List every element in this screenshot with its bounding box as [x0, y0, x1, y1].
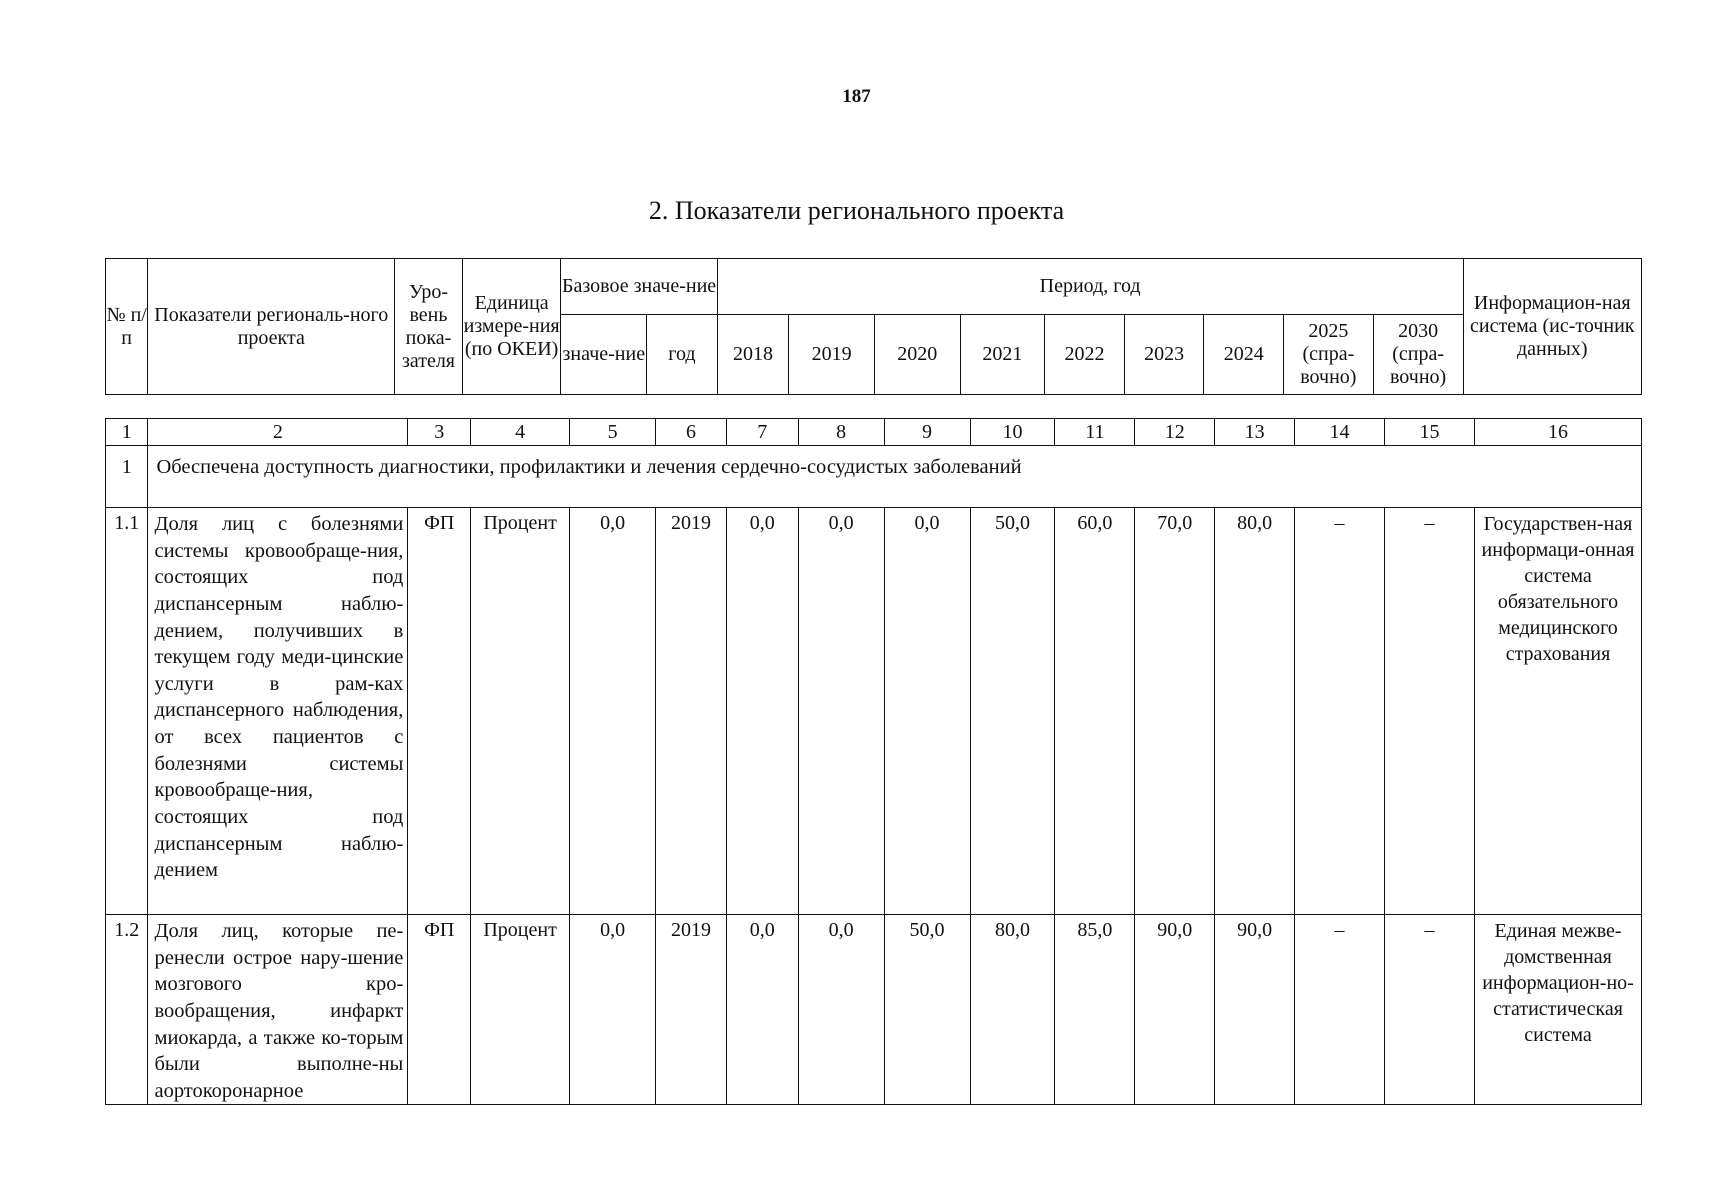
- row-value-2018: 0,0: [726, 915, 798, 1105]
- row-value-2030: –: [1385, 915, 1475, 1105]
- column-number: 6: [656, 419, 727, 446]
- header-year-2021: 2021: [960, 315, 1045, 395]
- header-year-2018: 2018: [717, 315, 789, 395]
- header-year-2025: 2025 (спра-вочно): [1284, 315, 1374, 395]
- header-year-2030: 2030 (спра-вочно): [1373, 315, 1463, 395]
- row-source: Единая межве-домственная информацион-но-статистическая система: [1475, 915, 1642, 1105]
- row-base-year: 2019: [656, 508, 727, 915]
- header-year-2024: 2024: [1204, 315, 1284, 395]
- row-value-2019: 0,0: [798, 508, 884, 915]
- column-number: 11: [1055, 419, 1135, 446]
- section-title: Обеспечена доступность диагностики, профилактики и лечения сердечно-сосудистых заболеваний: [148, 446, 1642, 508]
- header-unit: Единица измере-ния (по ОКЕИ): [462, 259, 561, 395]
- row-value-2020: 0,0: [884, 508, 970, 915]
- column-number: 14: [1295, 419, 1385, 446]
- row-value-2023: 90,0: [1135, 915, 1215, 1105]
- row-value-2022: 85,0: [1055, 915, 1135, 1105]
- column-number: 1: [106, 419, 148, 446]
- row-value-2023: 70,0: [1135, 508, 1215, 915]
- header-year-2019: 2019: [789, 315, 875, 395]
- header-source: Информацион-ная система (ис-точник данных): [1463, 259, 1641, 395]
- column-number: 3: [408, 419, 471, 446]
- header-num: № п/п: [106, 259, 148, 395]
- column-number: 9: [884, 419, 970, 446]
- header-base: Базовое значе-ние: [561, 259, 717, 315]
- column-number: 15: [1385, 419, 1475, 446]
- row-level: ФП: [408, 915, 471, 1105]
- row-indicator: Доля лиц с болезнями системы кровообраще-ния, состоящих под диспансерным наблю-дением, получивших в текущем году меди-цинские услуги в рам-ках диспансерного наблюдения, от всех пациентов с болезнями системы кровообраще-ния, состоящих под диспансерным наблю-дением: [148, 508, 408, 915]
- column-number-row: [106, 419, 1642, 446]
- column-number: 10: [970, 419, 1055, 446]
- page-title: 2. Показатели регионального проекта: [648, 196, 1065, 225]
- column-number: 12: [1135, 419, 1215, 446]
- section-row: [106, 446, 1642, 508]
- row-value-2021: 50,0: [970, 508, 1055, 915]
- column-number: 5: [570, 419, 656, 446]
- row-unit: Процент: [471, 508, 570, 915]
- row-base-value: 0,0: [570, 508, 656, 915]
- row-value-2022: 60,0: [1055, 508, 1135, 915]
- row-num: 1.2: [106, 915, 148, 1105]
- header-level: Уро-вень пока-зателя: [395, 259, 463, 395]
- table-row: [106, 508, 1642, 915]
- table-row: [106, 915, 1642, 1105]
- row-value-2018: 0,0: [726, 508, 798, 915]
- header-year-2020: 2020: [874, 315, 960, 395]
- row-base-year: 2019: [656, 915, 727, 1105]
- section-num: 1: [106, 446, 148, 508]
- row-source: Государствен-ная информаци-онная система обязательного медицинского страхования: [1475, 508, 1642, 915]
- header-period: Период, год: [717, 259, 1463, 315]
- row-value-2024: 80,0: [1215, 508, 1295, 915]
- row-value-2030: –: [1385, 508, 1475, 915]
- row-unit: Процент: [471, 915, 570, 1105]
- column-number: 13: [1215, 419, 1295, 446]
- column-number: 16: [1475, 419, 1642, 446]
- column-number: 8: [798, 419, 884, 446]
- row-value-2020: 50,0: [884, 915, 970, 1105]
- row-base-value: 0,0: [570, 915, 656, 1105]
- header-base-year: год: [647, 315, 718, 395]
- column-number: 7: [726, 419, 798, 446]
- row-value-2025: –: [1295, 508, 1385, 915]
- row-value-2025: –: [1295, 915, 1385, 1105]
- header-base-value: значе-ние: [561, 315, 647, 395]
- row-value-2024: 90,0: [1215, 915, 1295, 1105]
- row-level: ФП: [408, 508, 471, 915]
- row-value-2021: 80,0: [970, 915, 1055, 1105]
- page-number: 187: [842, 86, 871, 107]
- header-indicator: Показатели региональ-ного проекта: [148, 259, 395, 395]
- row-indicator: Доля лиц, которые пе-ренесли острое нару-шение мозгового кро-вообращения, инфаркт миокарда, а также ко-торым были выполне-ны аортокоронарное: [148, 915, 408, 1105]
- row-num: 1.1: [106, 508, 148, 915]
- row-value-2019: 0,0: [798, 915, 884, 1105]
- header-year-2022: 2022: [1045, 315, 1125, 395]
- column-number: 4: [471, 419, 570, 446]
- column-number: 2: [148, 419, 408, 446]
- indicators-header-table: [105, 258, 1642, 395]
- header-year-2023: 2023: [1124, 315, 1204, 395]
- indicators-body-table: [105, 418, 1642, 1105]
